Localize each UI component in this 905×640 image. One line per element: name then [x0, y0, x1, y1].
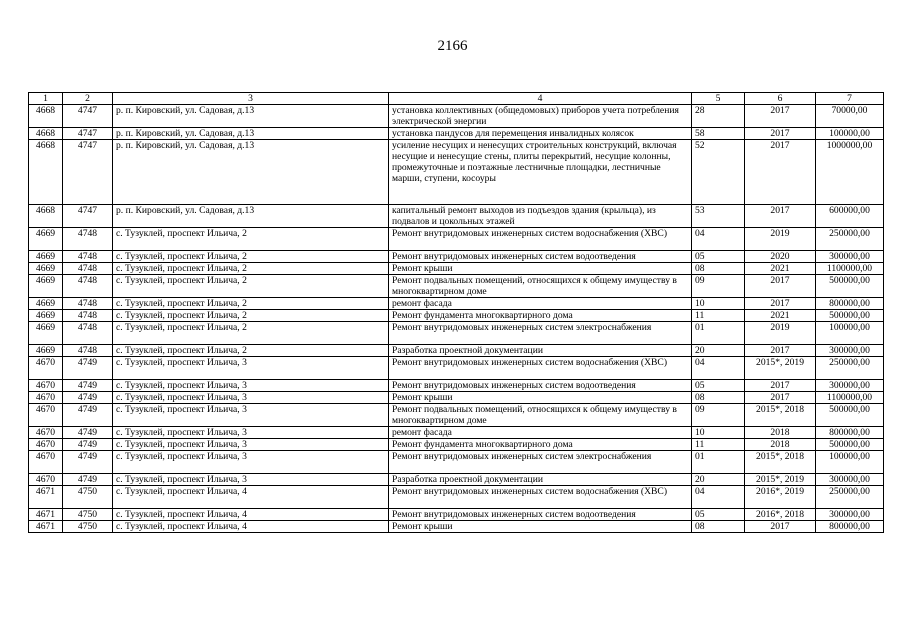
work-type-cell: ремонт фасада — [389, 427, 692, 439]
work-type-cell: Ремонт внутридомовых инженерных систем водоснабжения (ХВС) — [389, 228, 692, 251]
address-cell: с. Тузуклей, проспект Ильича, 2 — [113, 251, 389, 263]
address-cell: с. Тузуклей, проспект Ильича, 2 — [113, 298, 389, 310]
cost-cell: 500000,00 — [816, 310, 884, 322]
address-cell: с. Тузуклей, проспект Ильича, 3 — [113, 357, 389, 380]
work-type-cell: Ремонт фундамента многоквартирного дома — [389, 310, 692, 322]
column-header: 7 — [816, 93, 884, 105]
cost-cell: 800000,00 — [816, 298, 884, 310]
table-row — [29, 521, 884, 533]
table-row — [29, 263, 884, 275]
table-row — [29, 357, 884, 380]
work-type-cell: ремонт фасада — [389, 298, 692, 310]
year-cell: 2017 — [745, 275, 816, 298]
cost-cell: 300000,00 — [816, 345, 884, 357]
year-cell: 2017 — [745, 140, 816, 205]
cost-cell: 70000,00 — [816, 105, 884, 128]
table-row — [29, 228, 884, 251]
work-code-cell: 11 — [692, 310, 745, 322]
house-id-cell: 4747 — [63, 205, 113, 228]
house-id-cell: 4749 — [63, 380, 113, 392]
cost-cell: 250000,00 — [816, 228, 884, 251]
house-id-cell: 4749 — [63, 392, 113, 404]
house-id-cell: 4750 — [63, 486, 113, 509]
house-id-cell: 4750 — [63, 521, 113, 533]
table-row — [29, 474, 884, 486]
work-type-cell: капитальный ремонт выходов из подъездов здания (крыльца), из подвалов и цокольных этажей — [389, 205, 692, 228]
work-code-cell: 58 — [692, 128, 745, 140]
address-cell: с. Тузуклей, проспект Ильича, 2 — [113, 263, 389, 275]
address-cell: с. Тузуклей, проспект Ильича, 2 — [113, 310, 389, 322]
row-number-cell: 4669 — [29, 298, 63, 310]
column-header: 5 — [692, 93, 745, 105]
year-cell: 2015*, 2019 — [745, 474, 816, 486]
work-type-cell: Разработка проектной документации — [389, 474, 692, 486]
row-number-cell: 4671 — [29, 521, 63, 533]
table-row — [29, 205, 884, 228]
cost-cell: 800000,00 — [816, 427, 884, 439]
row-number-cell: 4669 — [29, 275, 63, 298]
cost-cell: 1000000,00 — [816, 140, 884, 205]
house-id-cell: 4748 — [63, 345, 113, 357]
row-number-cell: 4669 — [29, 310, 63, 322]
house-id-cell: 4747 — [63, 128, 113, 140]
cost-cell: 500000,00 — [816, 439, 884, 451]
address-cell: с. Тузуклей, проспект Ильича, 3 — [113, 392, 389, 404]
house-id-cell: 4748 — [63, 263, 113, 275]
work-type-cell: Ремонт крыши — [389, 263, 692, 275]
table-row — [29, 298, 884, 310]
address-cell: с. Тузуклей, проспект Ильича, 3 — [113, 474, 389, 486]
address-cell: с. Тузуклей, проспект Ильича, 3 — [113, 439, 389, 451]
address-cell: р. п. Кировский, ул. Садовая, д.13 — [113, 140, 389, 205]
work-code-cell: 09 — [692, 404, 745, 427]
work-type-cell: Ремонт внутридомовых инженерных систем электроснабжения — [389, 322, 692, 345]
row-number-cell: 4668 — [29, 205, 63, 228]
cost-cell: 1100000,00 — [816, 263, 884, 275]
work-code-cell: 04 — [692, 486, 745, 509]
house-id-cell: 4750 — [63, 509, 113, 521]
row-number-cell: 4670 — [29, 451, 63, 474]
year-cell: 2019 — [745, 322, 816, 345]
table-row — [29, 380, 884, 392]
work-code-cell: 20 — [692, 345, 745, 357]
work-code-cell: 04 — [692, 228, 745, 251]
work-type-cell: Ремонт крыши — [389, 392, 692, 404]
year-cell: 2017 — [745, 298, 816, 310]
house-id-cell: 4748 — [63, 310, 113, 322]
repair-schedule-table — [28, 92, 884, 533]
cost-cell: 250000,00 — [816, 357, 884, 380]
year-cell: 2018 — [745, 439, 816, 451]
work-code-cell: 10 — [692, 427, 745, 439]
cost-cell: 300000,00 — [816, 251, 884, 263]
work-code-cell: 09 — [692, 275, 745, 298]
house-id-cell: 4749 — [63, 439, 113, 451]
address-cell: с. Тузуклей, проспект Ильича, 2 — [113, 275, 389, 298]
work-type-cell: Ремонт подвальных помещений, относящихся к общему имуществу в многоквартирном доме — [389, 404, 692, 427]
year-cell: 2015*, 2019 — [745, 357, 816, 380]
row-number-cell: 4668 — [29, 140, 63, 205]
cost-cell: 100000,00 — [816, 322, 884, 345]
house-id-cell: 4748 — [63, 275, 113, 298]
work-code-cell: 01 — [692, 322, 745, 345]
year-cell: 2018 — [745, 427, 816, 439]
table-row — [29, 392, 884, 404]
house-id-cell: 4749 — [63, 427, 113, 439]
work-type-cell: Ремонт внутридомовых инженерных систем водоотведения — [389, 509, 692, 521]
work-code-cell: 01 — [692, 451, 745, 474]
address-cell: с. Тузуклей, проспект Ильича, 4 — [113, 486, 389, 509]
page-number: 2166 — [437, 38, 468, 54]
address-cell: с. Тузуклей, проспект Ильича, 4 — [113, 509, 389, 521]
house-id-cell: 4748 — [63, 228, 113, 251]
table-row — [29, 251, 884, 263]
cost-cell: 500000,00 — [816, 275, 884, 298]
house-id-cell: 4749 — [63, 404, 113, 427]
address-cell: с. Тузуклей, проспект Ильича, 3 — [113, 404, 389, 427]
column-header: 4 — [389, 93, 692, 105]
year-cell: 2016*, 2018 — [745, 509, 816, 521]
address-cell: с. Тузуклей, проспект Ильича, 3 — [113, 380, 389, 392]
work-type-cell: установка коллективных (общедомовых) приборов учета потребления электрической энергии — [389, 105, 692, 128]
year-cell: 2016*, 2019 — [745, 486, 816, 509]
year-cell: 2015*, 2018 — [745, 404, 816, 427]
work-code-cell: 05 — [692, 380, 745, 392]
row-number-cell: 4670 — [29, 427, 63, 439]
work-code-cell: 05 — [692, 251, 745, 263]
address-cell: р. п. Кировский, ул. Садовая, д.13 — [113, 128, 389, 140]
work-type-cell: Ремонт крыши — [389, 521, 692, 533]
row-number-cell: 4669 — [29, 251, 63, 263]
row-number-cell: 4668 — [29, 128, 63, 140]
table-row — [29, 105, 884, 128]
year-cell: 2017 — [745, 205, 816, 228]
cost-cell: 500000,00 — [816, 404, 884, 427]
table-row — [29, 128, 884, 140]
work-type-cell: Ремонт внутридомовых инженерных систем водоснабжения (ХВС) — [389, 357, 692, 380]
year-cell: 2015*, 2018 — [745, 451, 816, 474]
table-row — [29, 140, 884, 205]
work-code-cell: 08 — [692, 392, 745, 404]
row-number-cell: 4669 — [29, 228, 63, 251]
work-code-cell: 10 — [692, 298, 745, 310]
table-row — [29, 427, 884, 439]
house-id-cell: 4749 — [63, 451, 113, 474]
address-cell: с. Тузуклей, проспект Ильича, 2 — [113, 345, 389, 357]
table-row — [29, 310, 884, 322]
house-id-cell: 4747 — [63, 140, 113, 205]
work-type-cell: Ремонт подвальных помещений, относящихся к общему имуществу в многоквартирном доме — [389, 275, 692, 298]
year-cell: 2017 — [745, 521, 816, 533]
table-row — [29, 509, 884, 521]
address-cell: р. п. Кировский, ул. Садовая, д.13 — [113, 205, 389, 228]
cost-cell: 600000,00 — [816, 205, 884, 228]
work-type-cell: Ремонт внутридомовых инженерных систем электроснабжения — [389, 451, 692, 474]
work-code-cell: 04 — [692, 357, 745, 380]
address-cell: с. Тузуклей, проспект Ильича, 4 — [113, 521, 389, 533]
house-id-cell: 4747 — [63, 105, 113, 128]
work-code-cell: 11 — [692, 439, 745, 451]
address-cell: с. Тузуклей, проспект Ильича, 3 — [113, 451, 389, 474]
house-id-cell: 4749 — [63, 474, 113, 486]
work-code-cell: 53 — [692, 205, 745, 228]
address-cell: с. Тузуклей, проспект Ильича, 2 — [113, 322, 389, 345]
column-header: 6 — [745, 93, 816, 105]
year-cell: 2017 — [745, 105, 816, 128]
work-type-cell: установка пандусов для перемещения инвалидных колясок — [389, 128, 692, 140]
cost-cell: 300000,00 — [816, 509, 884, 521]
table-row — [29, 404, 884, 427]
row-number-cell: 4671 — [29, 486, 63, 509]
work-code-cell: 08 — [692, 263, 745, 275]
work-code-cell: 28 — [692, 105, 745, 128]
work-code-cell: 20 — [692, 474, 745, 486]
house-id-cell: 4748 — [63, 251, 113, 263]
cost-cell: 300000,00 — [816, 380, 884, 392]
year-cell: 2019 — [745, 228, 816, 251]
work-code-cell: 08 — [692, 521, 745, 533]
work-type-cell: усиление несущих и ненесущих строительных конструкций, включая несущие и ненесущие стены, плиты перекрытий, несущие колонны, промежуточные и поэтажные лестничные площадки, лестничные марши, ступени, косоуры — [389, 140, 692, 205]
row-number-cell: 4670 — [29, 392, 63, 404]
row-number-cell: 4670 — [29, 380, 63, 392]
address-cell: р. п. Кировский, ул. Садовая, д.13 — [113, 105, 389, 128]
cost-cell: 250000,00 — [816, 486, 884, 509]
table-row — [29, 345, 884, 357]
row-number-cell: 4670 — [29, 357, 63, 380]
row-number-cell: 4669 — [29, 263, 63, 275]
cost-cell: 1100000,00 — [816, 392, 884, 404]
work-type-cell: Ремонт фундамента многоквартирного дома — [389, 439, 692, 451]
column-header: 1 — [29, 93, 63, 105]
cost-cell: 800000,00 — [816, 521, 884, 533]
address-cell: с. Тузуклей, проспект Ильича, 3 — [113, 427, 389, 439]
work-code-cell: 52 — [692, 140, 745, 205]
cost-cell: 300000,00 — [816, 474, 884, 486]
year-cell: 2017 — [745, 128, 816, 140]
table-row — [29, 275, 884, 298]
row-number-cell: 4670 — [29, 439, 63, 451]
house-id-cell: 4749 — [63, 357, 113, 380]
row-number-cell: 4670 — [29, 404, 63, 427]
house-id-cell: 4748 — [63, 322, 113, 345]
work-type-cell: Ремонт внутридомовых инженерных систем водоотведения — [389, 380, 692, 392]
table-row — [29, 322, 884, 345]
work-type-cell: Ремонт внутридомовых инженерных систем водоотведения — [389, 251, 692, 263]
work-type-cell: Ремонт внутридомовых инженерных систем водоснабжения (ХВС) — [389, 486, 692, 509]
year-cell: 2017 — [745, 380, 816, 392]
table-header-row — [29, 93, 884, 105]
table-row — [29, 439, 884, 451]
year-cell: 2017 — [745, 345, 816, 357]
row-number-cell: 4671 — [29, 509, 63, 521]
row-number-cell: 4669 — [29, 322, 63, 345]
table-row — [29, 451, 884, 474]
column-header: 2 — [63, 93, 113, 105]
year-cell: 2021 — [745, 263, 816, 275]
year-cell: 2017 — [745, 392, 816, 404]
cost-cell: 100000,00 — [816, 451, 884, 474]
row-number-cell: 4670 — [29, 474, 63, 486]
table-row — [29, 486, 884, 509]
row-number-cell: 4668 — [29, 105, 63, 128]
house-id-cell: 4748 — [63, 298, 113, 310]
address-cell: с. Тузуклей, проспект Ильича, 2 — [113, 228, 389, 251]
year-cell: 2020 — [745, 251, 816, 263]
work-type-cell: Разработка проектной документации — [389, 345, 692, 357]
work-code-cell: 05 — [692, 509, 745, 521]
cost-cell: 100000,00 — [816, 128, 884, 140]
year-cell: 2021 — [745, 310, 816, 322]
column-header: 3 — [113, 93, 389, 105]
row-number-cell: 4669 — [29, 345, 63, 357]
